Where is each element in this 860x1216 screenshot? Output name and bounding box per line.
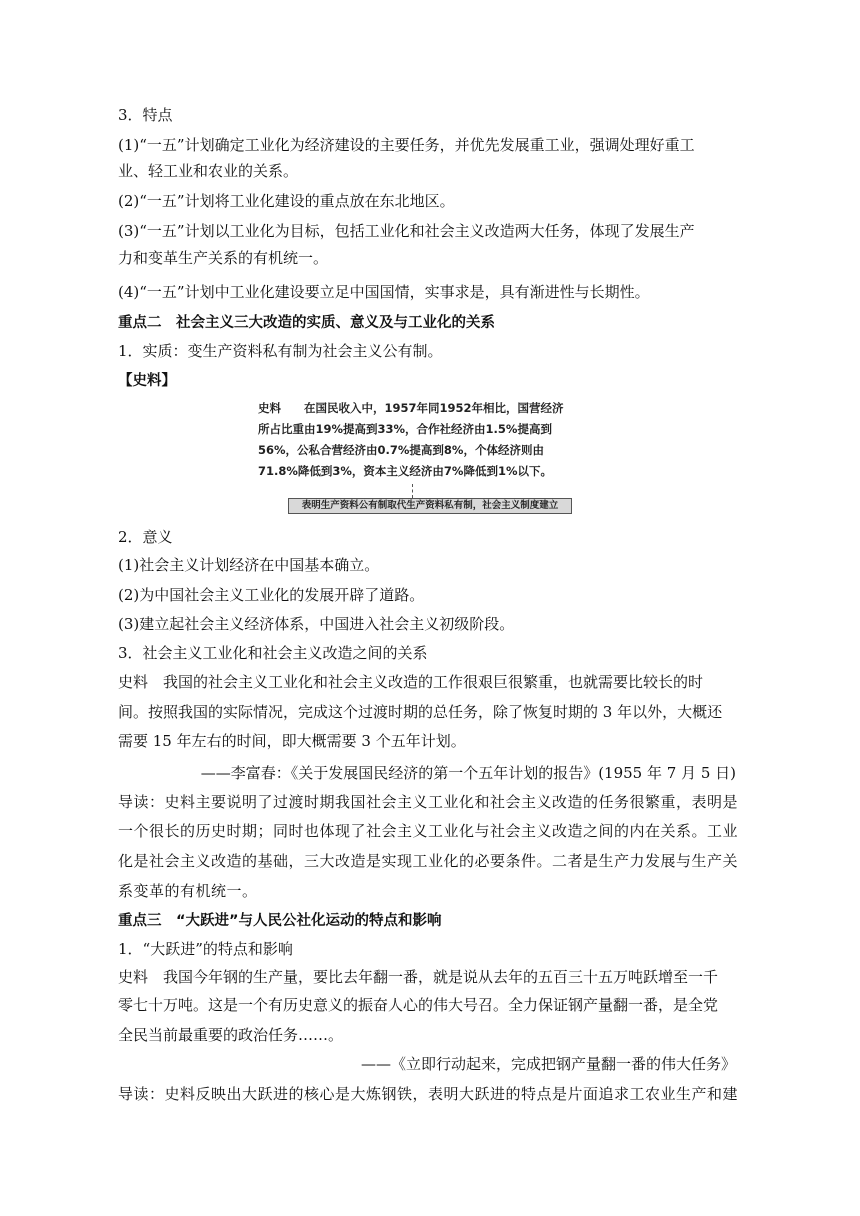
relation-source-line-3: 需要 15 年左右的时间，即大概需要 3 个五年计划。	[118, 732, 466, 750]
great-leap-source-line-2: 零七十万吨。这是一个有历史意义的振奋人心的伟大号召。全力保证钢产量翻一番，是全党	[118, 996, 719, 1014]
historical-material-tag: 【史料】	[118, 373, 176, 389]
paragraph-3-line-2: 力和变革生产关系的有机统一。	[118, 249, 329, 267]
paragraph-2: (2)“一五”计划将工业化建设的重点放在东北地区。	[118, 192, 455, 210]
figure-conclusion-box: 表明生产资料公有制取代生产资料私有制，社会主义制度建立	[288, 498, 572, 514]
great-leap-guide-line-1: 导读：史料反映出大跃进的核心是大炼钢铁，表明大跃进的特点是片面追求工农业生产和建	[118, 1085, 739, 1103]
great-leap-subheading: 1．“大跃进”的特点和影响	[118, 940, 293, 958]
relation-source-citation: ——李富春：《关于发展国民经济的第一个五年计划的报告》(1955 年 7 月 5 日)	[200, 764, 736, 782]
figure-line-1: 史料 在国民收入中，1957年同1952年相比，国营经济	[258, 401, 564, 415]
guide-line-3: 化是社会主义改造的基础，三大改造是实现工业化的必要条件。二者是生产力发展与生产关	[118, 852, 739, 870]
paragraph-1-line-2: 业、轻工业和农业的关系。	[118, 162, 299, 180]
meaning-2: (2)为中国社会主义工业化的发展开辟了道路。	[118, 586, 425, 604]
great-leap-source-line-3: 全民当前最重要的政治任务……。	[118, 1026, 344, 1044]
key-point-2-title: 重点二 社会主义三大改造的实质、意义及与工业化的关系	[118, 315, 495, 331]
figure-line-2: 所占比重由19%提高到33%，合作社经济由1.5%提高到	[258, 422, 552, 436]
relation-source-line-2: 间。按照我国的实际情况，完成这个过渡时期的总任务，除了恢复时期的 3 年以外，大概还	[118, 703, 723, 721]
meaning-heading: 2．意义	[118, 528, 173, 546]
section-heading-features: 3．特点	[118, 106, 173, 124]
paragraph-4: (4)“一五”计划中工业化建设要立足中国国情，实事求是，具有渐进性与长期性。	[118, 283, 650, 301]
figure-text	[258, 398, 588, 482]
essence-line: 1．实质：变生产资料私有制为社会主义公有制。	[118, 342, 443, 360]
paragraph-1-line-1: (1)“一五”计划确定工业化为经济建设的主要任务，并优先发展重工业，强调处理好重工	[118, 136, 695, 154]
meaning-1: (1)社会主义计划经济在中国基本确立。	[118, 556, 380, 574]
great-leap-source-citation: ——《立即行动起来，完成把钢产量翻一番的伟大任务》	[360, 1055, 736, 1073]
guide-line-1: 导读：史料主要说明了过渡时期我国社会主义工业化和社会主义改造的任务很繁重，表明是	[118, 793, 739, 811]
relation-heading: 3．社会主义工业化和社会主义改造之间的关系	[118, 644, 428, 662]
guide-line-4: 系变革的有机统一。	[118, 882, 258, 900]
figure-line-4: 71.8%降低到3%，资本主义经济由7%降低到1%以下。	[258, 464, 552, 478]
meaning-3: (3)建立起社会主义经济体系，中国进入社会主义初级阶段。	[118, 615, 515, 633]
key-point-3-title: 重点三 “大跃进”与人民公社化运动的特点和影响	[118, 913, 442, 929]
historical-material-figure	[258, 398, 588, 516]
guide-line-2: 一个很长的历史时期；同时也体现了社会主义工业化与社会主义改造之间的内在关系。工业	[118, 822, 739, 840]
great-leap-source-line-1: 史料 我国今年钢的生产量，要比去年翻一番，就是说从去年的五百三十五万吨跃增至一千	[118, 968, 719, 986]
figure-dashed-connector	[412, 484, 413, 498]
relation-source-line-1: 史料 我国的社会主义工业化和社会主义改造的工作很艰巨很繁重，也就需要比较长的时	[118, 673, 704, 691]
paragraph-3-line-1: (3)“一五”计划以工业化为目标，包括工业化和社会主义改造两大任务，体现了发展生产	[118, 222, 695, 240]
figure-line-3: 56%，公私合营经济由0.7%提高到8%，个体经济则由	[258, 443, 544, 457]
